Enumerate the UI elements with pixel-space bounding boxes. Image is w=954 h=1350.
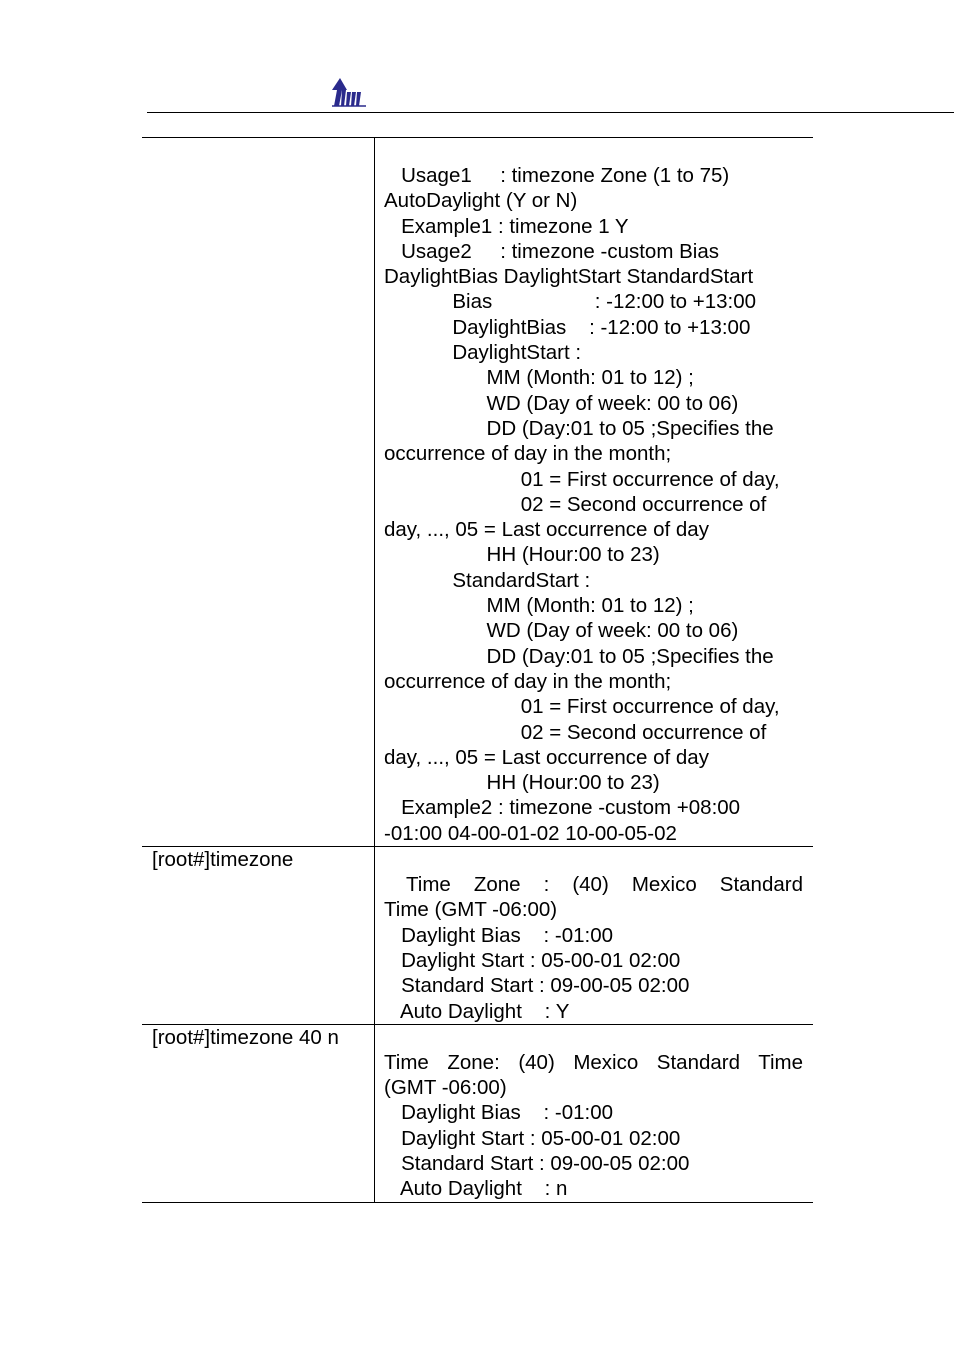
command-table <box>142 137 813 1203</box>
output-line: occurrence of day in the month; <box>384 442 672 466</box>
output-line: occurrence of day in the month; <box>384 669 672 693</box>
output-line: WD (Day of week: 00 to 06) <box>384 391 739 415</box>
output-line: Daylight Bias : -01:00 <box>384 1101 614 1125</box>
output-line: Time (GMT -06:00) <box>384 898 558 922</box>
output-line: 01 = First occurrence of day, <box>384 695 780 719</box>
output-line: Daylight Start : 05-00-01 02:00 <box>384 1126 681 1150</box>
output-line: Standard Start : 09-00-05 02:00 <box>384 974 690 998</box>
output-line: 01 = First occurrence of day, <box>384 467 780 491</box>
output-line: HH (Hour:00 to 23) <box>384 771 660 795</box>
output-line: 02 = Second occurrence of <box>384 720 767 744</box>
output-line: Standard Start : 09-00-05 02:00 <box>384 1151 690 1175</box>
table-row <box>142 1024 813 1202</box>
output-line: Daylight Start : 05-00-01 02:00 <box>384 948 681 972</box>
company-logo-icon <box>330 76 368 108</box>
output-line: DD (Day:01 to 05 ;Specifies the <box>384 644 774 668</box>
output-line: Auto Daylight : Y <box>384 999 570 1023</box>
output-line: -01:00 04-00-01-02 10-00-05-02 <box>384 821 677 845</box>
output-line: Time Zone: (40) Mexico Standard Time <box>384 1050 803 1074</box>
output-line: Usage2 : timezone -custom Bias <box>384 239 719 263</box>
output-line: Auto Daylight : n <box>384 1177 568 1201</box>
output-line: StandardStart : <box>384 568 591 592</box>
output-line: Daylight Bias : -01:00 <box>384 923 614 947</box>
output-line: Example2 : timezone -custom +08:00 <box>384 796 741 820</box>
table-row <box>142 138 813 847</box>
output-line: day, ..., 05 = Last occurrence of day <box>384 745 709 769</box>
output-line: 02 = Second occurrence of <box>384 492 767 516</box>
output-line: Time Zone : (40) Mexico Standard <box>406 873 803 897</box>
output-line: day, ..., 05 = Last occurrence of day <box>384 518 709 542</box>
output-line: DaylightBias : -12:00 to +13:00 <box>384 315 751 339</box>
output-line: DaylightStart : <box>384 341 582 365</box>
output-line: Usage1 : timezone Zone (1 to 75) <box>384 164 730 187</box>
command-cell <box>142 847 375 1025</box>
output-line: Example1 : timezone 1 Y <box>384 214 629 238</box>
output-line: AutoDaylight (Y or N) <box>384 189 578 213</box>
command-cell <box>142 1024 375 1202</box>
table-row <box>142 847 813 1025</box>
output-line: MM (Month: 01 to 12) ; <box>384 594 694 618</box>
command-text: [root#]timezone 40 n <box>152 1025 339 1049</box>
output-line: MM (Month: 01 to 12) ; <box>384 366 694 390</box>
command-text: [root#]timezone <box>152 848 294 872</box>
output-cell <box>375 1024 814 1202</box>
output-line: DD (Day:01 to 05 ;Specifies the <box>384 416 774 440</box>
command-cell <box>142 138 375 847</box>
output-line: HH (Hour:00 to 23) <box>384 543 660 567</box>
output-line: (GMT -06:00) <box>384 1076 507 1100</box>
header-rule <box>147 112 954 113</box>
output-cell <box>375 138 814 847</box>
output-line: DaylightBias DaylightStart StandardStart <box>384 265 754 289</box>
output-cell <box>375 847 814 1025</box>
output-line: Bias : -12:00 to +13:00 <box>384 290 757 314</box>
output-line: WD (Day of week: 00 to 06) <box>384 619 739 643</box>
